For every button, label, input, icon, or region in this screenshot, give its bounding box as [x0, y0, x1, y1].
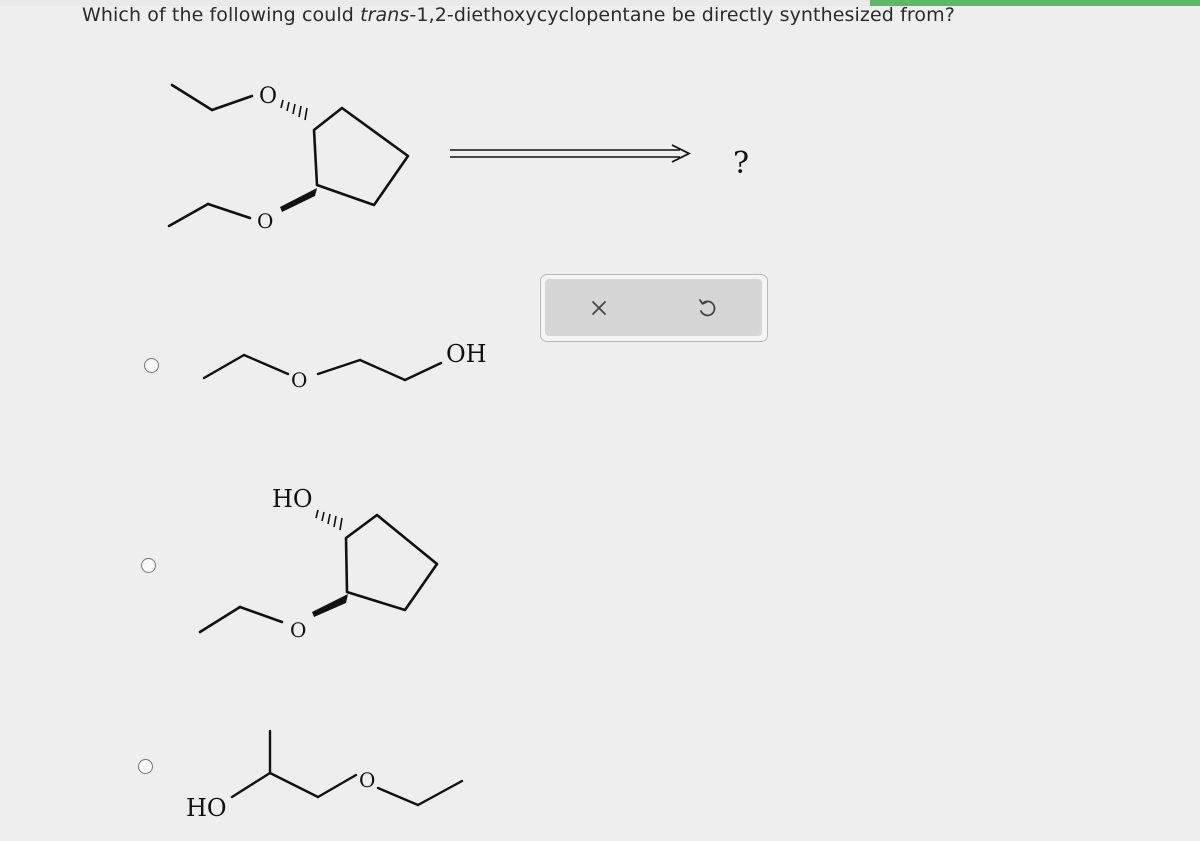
undo-button[interactable]: [692, 293, 722, 323]
choice-1-structure: [204, 355, 441, 380]
question-suffix: -1,2-diethoxycyclopentane be directly synthesized from?: [409, 4, 955, 26]
choice-2-ho: HO: [272, 485, 313, 513]
choice-1-o: O: [291, 368, 308, 392]
product-unknown: ?: [733, 146, 750, 181]
hashed-wedge-upper: [281, 100, 307, 120]
choice-3-o: O: [359, 768, 376, 792]
choice-2-o: O: [290, 618, 307, 642]
answer-tools-panel: [540, 274, 768, 342]
question-prefix: Which of the following could: [82, 4, 361, 26]
reaction-arrow: [450, 145, 689, 162]
close-icon: [590, 299, 608, 317]
choice-2-radio[interactable]: [141, 558, 156, 573]
undo-icon: [696, 297, 718, 319]
bold-wedge-lower: [280, 188, 317, 212]
question-italic-term: trans: [360, 4, 410, 26]
choice-2-hashed-wedge: [316, 510, 342, 530]
choice-3-radio[interactable]: [138, 759, 153, 774]
choice-3-structure: [232, 731, 462, 805]
choice-1-radio[interactable]: [144, 358, 159, 373]
choice-3-ho: HO: [186, 794, 227, 822]
clear-button[interactable]: [584, 293, 614, 323]
choice-1-oh: OH: [446, 340, 487, 368]
target-o-lower: O: [257, 209, 274, 233]
choice-2-bold-wedge: [312, 594, 348, 617]
answer-tools-inner: [545, 279, 762, 336]
target-o-upper: O: [259, 84, 278, 109]
